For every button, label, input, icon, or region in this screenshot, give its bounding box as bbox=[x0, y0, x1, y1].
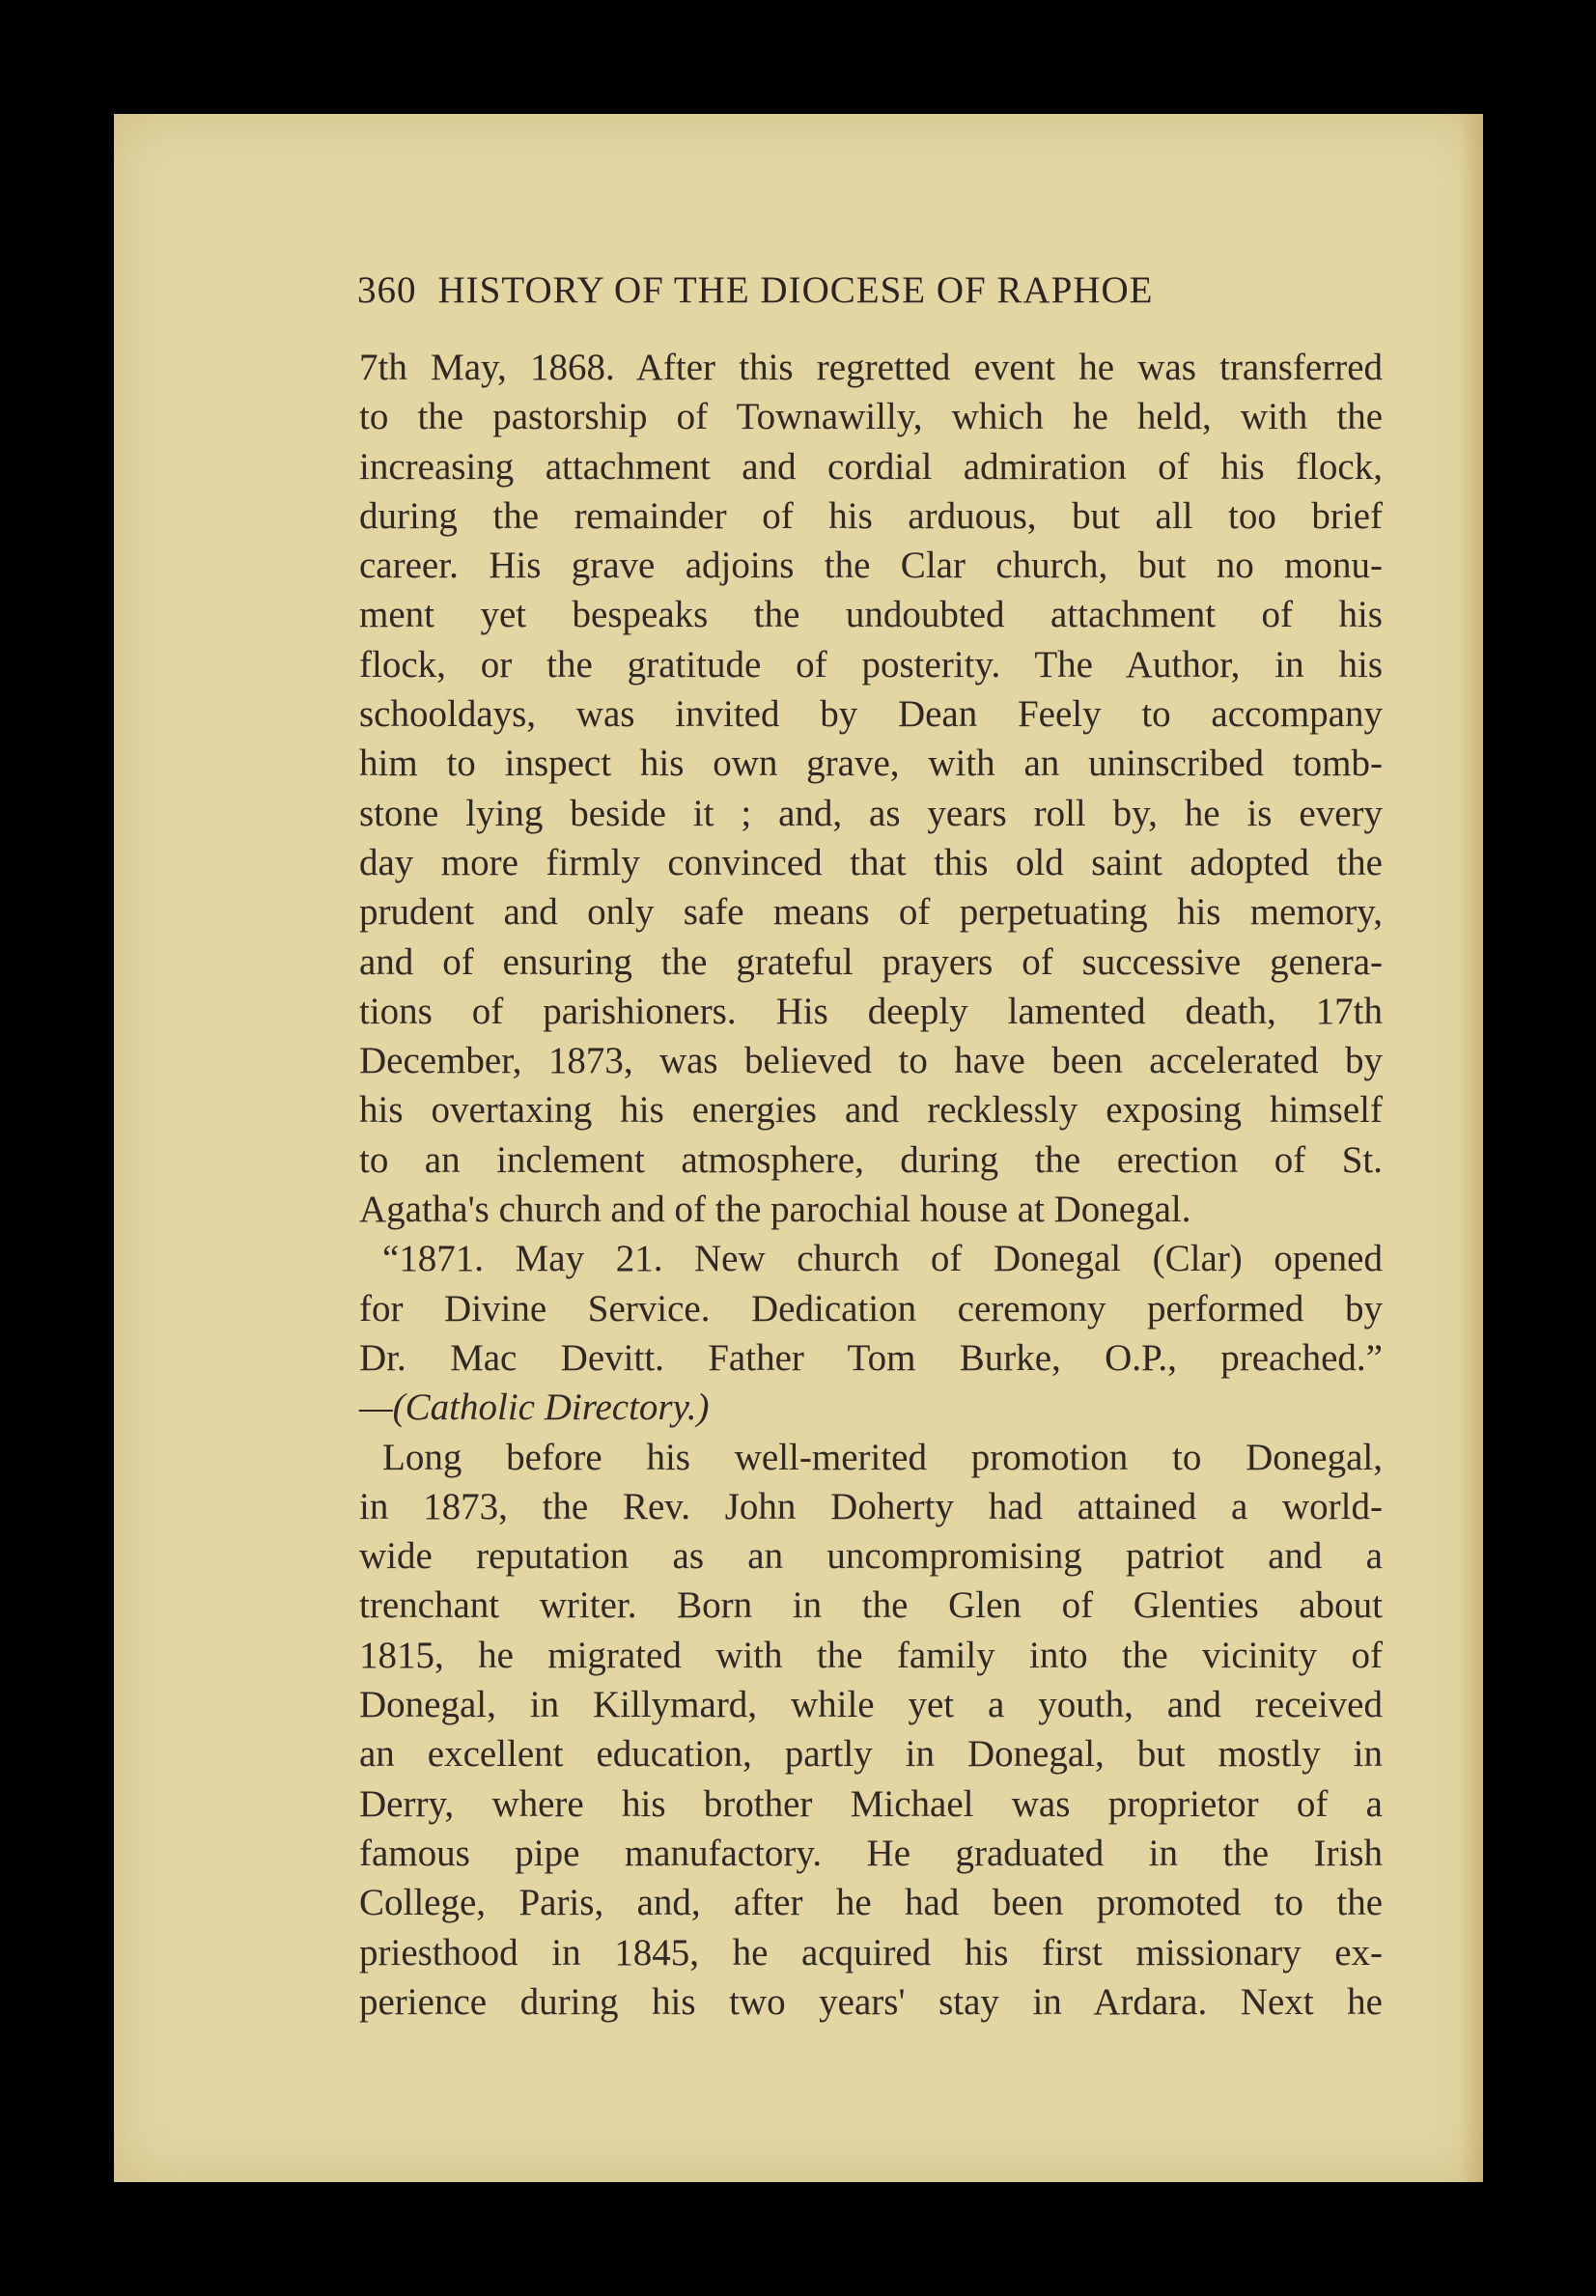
text-line: Donegal, in Killymard, while yet a youth, and received bbox=[359, 1684, 1383, 1726]
text-line: for Divine Service. Dedication ceremony performed by bbox=[359, 1287, 1383, 1330]
text-line: day more firmly convinced that this old saint adopted the bbox=[359, 841, 1383, 883]
page-number: 360 bbox=[357, 269, 417, 311]
text-line: College, Paris, and, after he had been promoted to the bbox=[359, 1882, 1383, 1924]
citation-line: —(Catholic Directory.) bbox=[359, 1386, 710, 1429]
text-line: to an inclement atmosphere, during the erection of St. bbox=[359, 1138, 1383, 1181]
text-line: his overtaxing his energies and recklessly exposing himself bbox=[359, 1089, 1383, 1132]
text-line: “1871. May 21. New church of Donegal (Clar) opened bbox=[382, 1238, 1383, 1280]
running-header bbox=[357, 268, 1342, 312]
text-line: him to inspect his own grave, with an uninscribed tomb- bbox=[359, 742, 1383, 785]
text-line: priesthood in 1845, he acquired his first missionary ex- bbox=[359, 1931, 1383, 1974]
text-line: trenchant writer. Born in the Glen of Glenties about bbox=[359, 1584, 1383, 1627]
text-line: schooldays, was invited by Dean Feely to accompany bbox=[359, 693, 1383, 736]
text-line: career. His grave adjoins the Clar church, but no monu- bbox=[359, 545, 1383, 587]
running-title: HISTORY OF THE DIOCESE OF RAPHOE bbox=[437, 269, 1154, 311]
text-line: an excellent education, partly in Donegal, but mostly in bbox=[359, 1733, 1383, 1776]
text-line: increasing attachment and cordial admiration of his flock, bbox=[359, 445, 1383, 488]
text-line: ment yet bespeaks the undoubted attachment of his bbox=[359, 594, 1383, 636]
page-edge-shadow bbox=[1460, 114, 1483, 2182]
text-line: 1815, he migrated with the family into the vicinity of bbox=[359, 1634, 1383, 1676]
text-line: Long before his well-merited promotion to Donegal, bbox=[382, 1436, 1383, 1478]
body-text bbox=[359, 343, 1383, 2027]
text-line: and of ensuring the grateful prayers of successive genera- bbox=[359, 940, 1383, 983]
text-line: famous pipe manufactory. He graduated in the Irish bbox=[359, 1832, 1383, 1874]
text-line: Dr. Mac Devitt. Father Tom Burke, O.P., preached.” bbox=[359, 1336, 1383, 1379]
text-line: tions of parishioners. His deeply lamented death, 17th bbox=[359, 990, 1383, 1032]
text-line: December, 1873, was believed to have been accelerated by bbox=[359, 1040, 1383, 1082]
text-line: 7th May, 1868. After this regretted event he was transferred bbox=[359, 347, 1383, 388]
text-line: during the remainder of his arduous, but all too brief bbox=[359, 494, 1383, 537]
text-line: perience during his two years' stay in Ardara. Next he bbox=[359, 1980, 1383, 2023]
text-line: wide reputation as an uncompromising patriot and a bbox=[359, 1535, 1383, 1578]
text-line: to the pastorship of Townawilly, which he held, with the bbox=[359, 396, 1383, 438]
text-line: Agatha's church and of the parochial house at Donegal. bbox=[359, 1189, 1191, 1231]
text-line: prudent and only safe means of perpetuating his memory, bbox=[359, 891, 1383, 934]
text-line: stone lying beside it ; and, as years roll by, he is every bbox=[359, 792, 1383, 834]
text-line: in 1873, the Rev. John Doherty had attained a world- bbox=[359, 1485, 1383, 1527]
text-line: flock, or the gratitude of posterity. The Author, in his bbox=[359, 643, 1383, 686]
text-line: Derry, where his brother Michael was proprietor of a bbox=[359, 1782, 1383, 1825]
